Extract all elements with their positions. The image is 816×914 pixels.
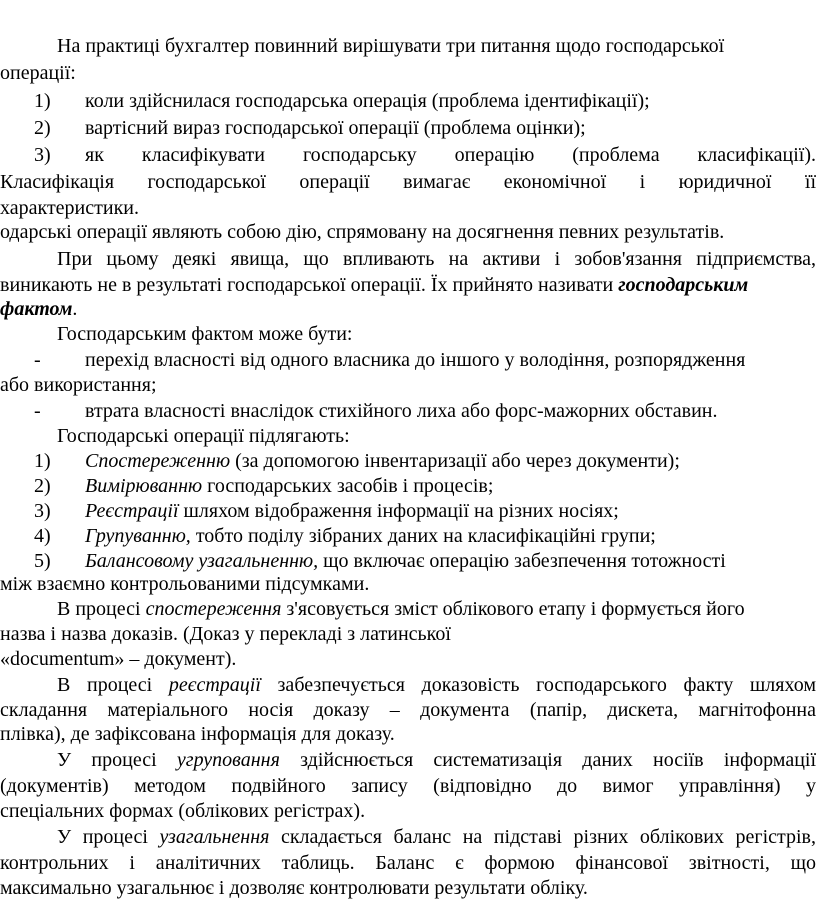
paragraph-grouping-line3: спеціальних формах (облікових регістрах). <box>0 800 366 822</box>
fact-item-line1: втрата власності внаслідок стихійного лиха або форс-мажорних обставин. <box>85 400 718 422</box>
plain-text: В процесі <box>57 598 146 620</box>
paragraph-observation-line1 <box>57 597 745 623</box>
paragraph-registration-line2: складання матеріального носія доказу – документа (папір, дискета, магнітофонна <box>0 699 816 721</box>
paragraph-grouping-line1 <box>57 748 816 774</box>
paragraph-intro-line1: На практиці бухгалтер повинний вирішувати три питання щодо господарської <box>57 35 725 57</box>
paragraph-observation-line2: назва і назва доказів. (Доказ у перекладі з латинської <box>0 623 451 645</box>
plain-text: . <box>72 298 78 320</box>
paragraph-registration-line1 <box>57 673 816 699</box>
plain-text: шляхом відображення інформації на різних носіях; <box>178 500 619 522</box>
paragraph-intro-line2: операції: <box>0 62 76 84</box>
question-text: вартісний вираз господарської операції (проблема оцінки); <box>85 117 586 139</box>
italic-term: реєстрації <box>168 674 261 696</box>
fact-item-line2: або використання; <box>0 374 157 396</box>
dash-marker: - <box>34 400 41 422</box>
fact-intro: Господарським фактом може бути: <box>57 323 353 345</box>
subject-number: 4) <box>34 525 51 547</box>
subject-number: 3) <box>34 500 51 522</box>
classification-line1: Класифікація господарської операції вимагає економічної і юридичної її <box>0 171 816 193</box>
plain-text: здійснюється систематизація даних носіїв інформації <box>279 749 816 771</box>
plain-text: господарських засобів і процесів; <box>202 475 494 497</box>
plain-text: тобто поділу зібраних даних на класифікаційні групи; <box>190 525 656 547</box>
bold-term: фактом <box>0 298 73 320</box>
question-text: як класифікувати господарську операцію (проблема класифікації). <box>85 144 816 166</box>
plain-text: з'ясовується зміст облікового етапу і формується його <box>281 598 745 620</box>
plain-text: складається баланс на підставі різних облікових регістрів, <box>269 826 816 848</box>
question-number: 3) <box>34 144 51 166</box>
paragraph-observation-line3: «documentum» – документ). <box>0 648 237 670</box>
paragraph-registration-line3: плівка), де зафіксована інформація для доказу. <box>0 723 395 745</box>
question-number: 1) <box>34 90 51 112</box>
fact-item-line1: перехід власності від одного власника до іншого у володіння, розпорядження <box>85 349 746 371</box>
subject-item <box>85 474 493 500</box>
dash-marker: - <box>34 349 41 371</box>
subject-item <box>85 524 656 550</box>
subject-number: 2) <box>34 475 51 497</box>
plain-text: У процесі <box>57 749 177 771</box>
italic-term: Вимірюванню <box>85 475 203 497</box>
italic-term: Спостереженню <box>85 450 231 472</box>
definition-line: одарські операції являють собою дію, спрямовану на досягнення певних результатів. <box>0 221 725 243</box>
subject-number: 1) <box>34 450 51 472</box>
paragraph-summary-line1 <box>57 825 816 851</box>
italic-term: спостереження <box>145 598 282 620</box>
italic-term: Балансовому узагальненню, <box>85 550 319 572</box>
italic-term: Реєстрації <box>85 500 179 522</box>
subject-intro: Господарські операції підлягають: <box>57 425 350 447</box>
question-number: 2) <box>34 117 51 139</box>
italic-term: узагальнення <box>159 826 270 848</box>
plain-text: забезпечується доказовість господарського факту шляхом <box>260 674 816 696</box>
paragraph-summary-line2: контрольних і аналітичних таблиць. Баланс є формою фінансової звітності, що <box>0 852 816 874</box>
paragraph-phenomena-line3 <box>0 297 77 323</box>
subject-item <box>85 549 726 575</box>
plain-text: виникають не в результаті господарської операції. Їх прийнято називати <box>0 274 619 296</box>
paragraph-phenomena-line2 <box>0 273 748 299</box>
italic-term: угруповання <box>176 749 280 771</box>
subject-item-line2: між взаємно контрольованими підсумками. <box>0 573 370 595</box>
subject-item <box>85 499 619 525</box>
question-text: коли здійснилася господарська операція (проблема ідентифікації); <box>85 90 650 112</box>
plain-text: що включає операцію забезпечення тотожності <box>318 550 726 572</box>
plain-text: У процесі <box>57 826 160 848</box>
paragraph-summary-line3: максимально узагальнює і дозволяє контролювати результати обліку. <box>0 877 588 899</box>
plain-text: В процесі <box>57 674 169 696</box>
italic-term: Групуванню, <box>85 525 191 547</box>
plain-text: (за допомогою інвентаризації або через документи); <box>230 450 680 472</box>
bold-term: господарським <box>618 274 749 296</box>
paragraph-phenomena-line1: При цьому деякі явища, що впливають на активи і зобов'язання підприємства, <box>57 248 816 270</box>
paragraph-grouping-line2: (документів) методом подвійного запису (відповідно до вимог управління) у <box>0 775 816 797</box>
classification-line2: характеристики. <box>0 197 140 219</box>
subject-number: 5) <box>34 550 51 572</box>
subject-item <box>85 449 680 475</box>
